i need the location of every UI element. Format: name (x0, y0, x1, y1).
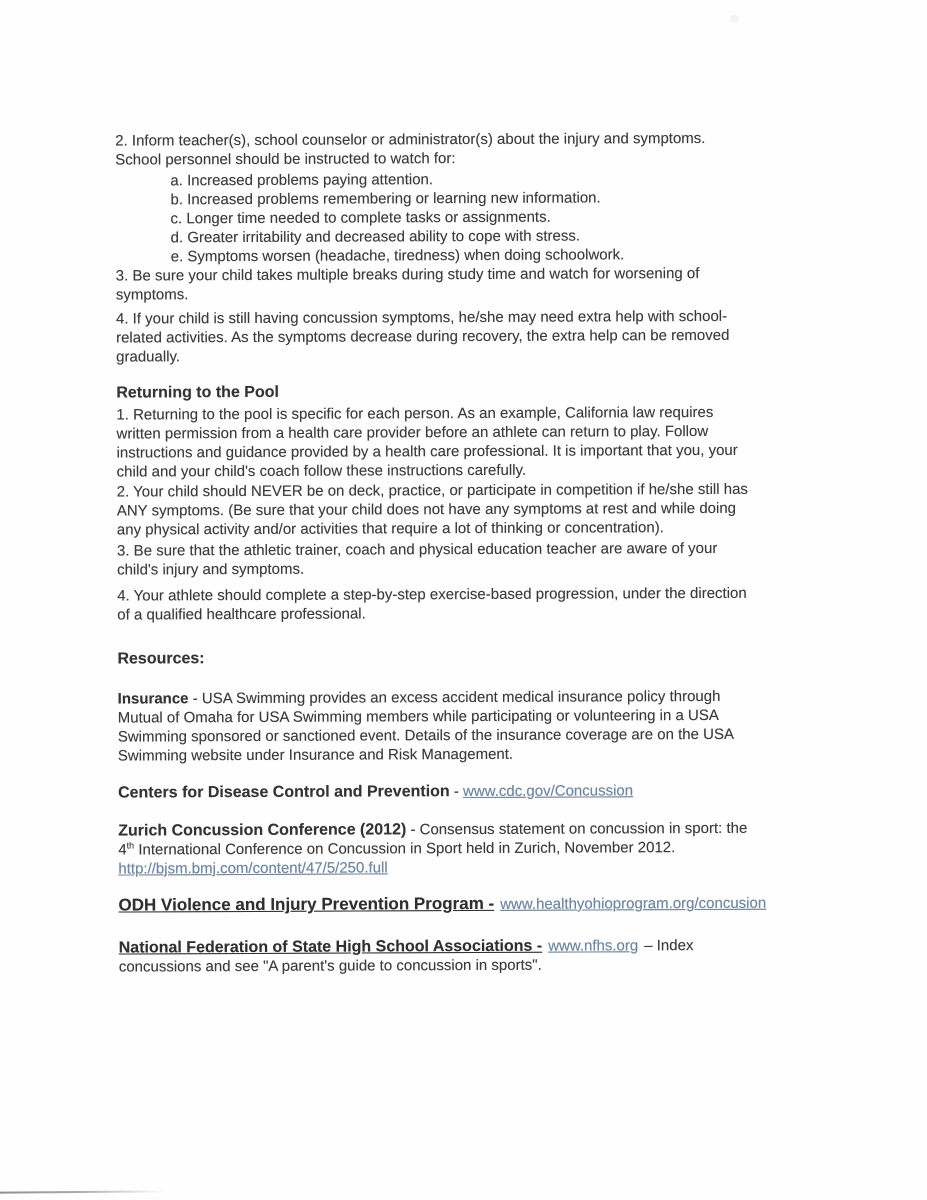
document-content (115, 128, 833, 976)
nfhs-note: – Index concussions and see "A parent's guide to concussion in sports". (118, 937, 694, 976)
school-item-2: 2. Inform teacher(s), school counselor or administrator(s) about the injury and symptoms. School personnel should be instructed to watch for: (115, 129, 706, 169)
zurich-ordinal-superscript: th (126, 840, 135, 851)
pool-item-4: 4. Your athlete should complete a step-by-step exercise-based progression, under the direction of a qualified healthcare professional. (117, 584, 747, 624)
pool-item-3: 3. Be sure that the athletic trainer, coach and physical education teacher are aware of your child's injury and symptoms. (116, 539, 718, 579)
nfhs-entry (119, 935, 833, 976)
zurich-separator: - (406, 821, 420, 839)
zurich-conference-number: 4 (118, 841, 127, 859)
cdc-entry (118, 779, 832, 803)
insurance-entry (118, 686, 832, 765)
school-item-3: 3. Be sure your child takes multiple breaks during study time and watch for worsening of symptoms. (115, 265, 700, 304)
school-watch-list (115, 168, 829, 266)
zurich-entry (118, 818, 832, 878)
odh-link: www.healthyohioprogram.org/concusion (500, 894, 767, 913)
zurich-link: http://bjsm.bmj.com/content/47/5/250.full (118, 859, 388, 878)
watch-list-item-c: c. Longer time needed to complete tasks or assignments. (170, 208, 551, 228)
odh-label: ODH Violence and Injury Prevention Program - (118, 893, 495, 915)
cdc-label: Centers for Disease Control and Prevention (118, 783, 450, 802)
zurich-text-line1: Consensus statement on concussion in sport: the (419, 819, 748, 839)
scan-artifact-line (0, 1190, 165, 1193)
zurich-label: Zurich Concussion Conference (2012) (118, 821, 407, 840)
cdc-link: www.cdc.gov/Concussion (462, 782, 634, 801)
watch-list-item-b: b. Increased problems remembering or learning new information. (170, 189, 601, 209)
pool-item-1: 1. Returning to the pool is specific for each person. As an example, California law requires written permission from a health care provider before an athlete can return to play. Follow instructions and guidance provided by a health care professional. It is important that you, your child and your child's coach follow these instructions carefully. (116, 403, 738, 481)
watch-list-item-e: e. Symptoms worsen (headache, tiredness) when doing schoolwork. (170, 246, 625, 266)
scan-artifact-speck (730, 15, 739, 23)
pool-item-2: 2. Your child should NEVER be on deck, practice, or participate in competition if he/she still has ANY symptoms. (Be sure that your child does not have any symptoms at rest and while doing any physical activity and/or activities that require a lot of thinking or concentration). (116, 480, 748, 539)
school-item-4: 4. If your child is still having concussion symptoms, he/she may need extra help with school- related activities. As the symptoms decrease during recovery, the extra help can be removed gradually. (115, 307, 730, 366)
insurance-separator: - (188, 690, 202, 708)
watch-list-item-a: a. Increased problems paying attention. (170, 171, 434, 190)
odh-entry (118, 891, 832, 917)
insurance-text: USA Swimming provides an excess accident medical insurance policy through Mutual of Omaha for USA Swimming members while participating or volunteering in a USA Swimming sponsored or sanctioned event. Details of the insurance coverage are on the USA Swimming website under Insurance and Risk Management. (117, 687, 735, 765)
cdc-separator: - (449, 783, 464, 801)
watch-list-item-d: d. Greater irritability and decreased ability to cope with stress. (170, 227, 581, 247)
nfhs-label: National Federation of State High School Associations - (118, 937, 543, 957)
insurance-label: Insurance (117, 690, 189, 708)
pool-section-heading: Returning to the Pool (116, 383, 279, 402)
nfhs-link: www.nfhs.org (548, 937, 639, 955)
zurich-text-line2: International Conference on Concussion in Sport held in Zurich, November 2012. (134, 839, 676, 859)
resources-heading: Resources: (117, 650, 205, 668)
